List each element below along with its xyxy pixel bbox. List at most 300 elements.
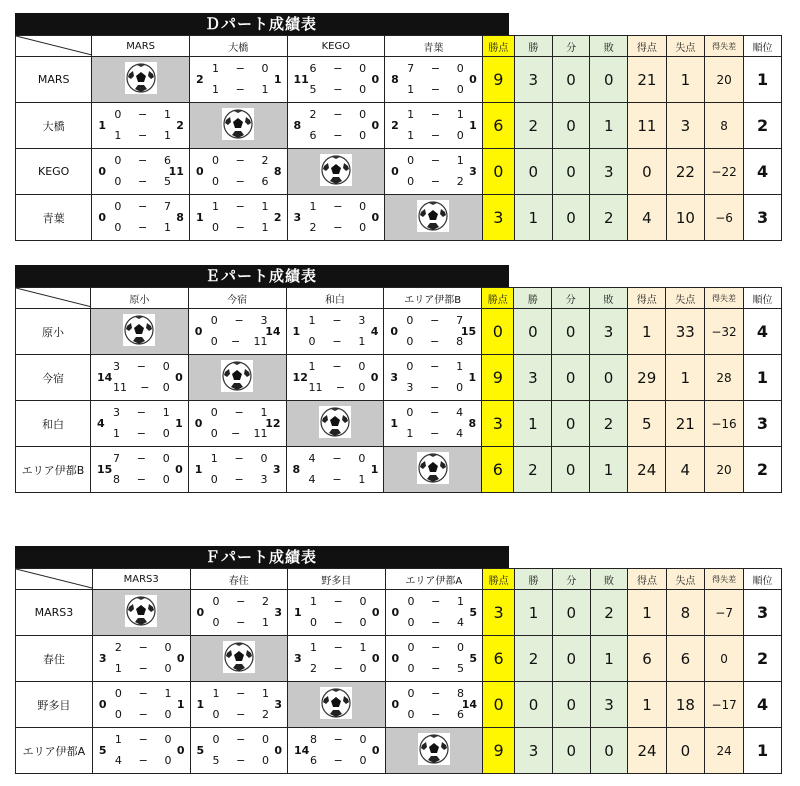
stat-l2: 2 bbox=[590, 195, 628, 241]
second-half-score bbox=[309, 471, 366, 489]
half-goals-against: 0 bbox=[359, 200, 367, 213]
half-goals-against: 0 bbox=[164, 641, 172, 654]
half-goals-against: 0 bbox=[359, 616, 367, 629]
stat-ga: 21 bbox=[666, 401, 705, 447]
stat-w: 2 bbox=[515, 636, 553, 682]
team-header: 今宿 bbox=[188, 288, 286, 309]
score-dash: − bbox=[333, 641, 343, 654]
half-goals-for: 6 bbox=[309, 129, 317, 142]
match-score-cell bbox=[92, 195, 190, 241]
second-half-score bbox=[115, 660, 172, 678]
score-dash: − bbox=[138, 708, 148, 721]
stat-d: 0 bbox=[552, 57, 590, 103]
score-dash: − bbox=[430, 154, 441, 167]
half-goals-for: 1 bbox=[407, 108, 415, 121]
total-goals-against: 0 bbox=[370, 371, 379, 384]
stat-gd: −6 bbox=[705, 195, 744, 241]
second-half-score bbox=[408, 614, 464, 632]
team-row bbox=[16, 57, 782, 103]
corner-cell bbox=[16, 288, 91, 309]
first-half-score bbox=[309, 312, 366, 330]
stat-d: 0 bbox=[552, 590, 590, 636]
first-half-score bbox=[213, 731, 269, 749]
half-goals-against: 0 bbox=[162, 381, 170, 394]
stat-ga: 0 bbox=[666, 728, 704, 774]
stat-w: 2 bbox=[514, 103, 552, 149]
team-name: エリア伊都A bbox=[16, 728, 93, 774]
half-goals-against: 0 bbox=[164, 662, 172, 675]
self-match-cell bbox=[384, 447, 482, 493]
total-goals-against: 0 bbox=[175, 463, 183, 476]
stat-gd: −16 bbox=[705, 401, 744, 447]
self-match-cell bbox=[286, 401, 384, 447]
half-goals-for: 0 bbox=[407, 175, 415, 188]
half-goals-for: 0 bbox=[212, 616, 220, 629]
stat-ga: 1 bbox=[666, 355, 705, 401]
score-dash: − bbox=[236, 687, 246, 700]
stat-ga: 22 bbox=[666, 149, 704, 195]
total-goals-for: 15 bbox=[96, 463, 113, 476]
stat-rank: 3 bbox=[743, 401, 781, 447]
first-half-score bbox=[310, 639, 366, 657]
team-name: 春住 bbox=[16, 636, 93, 682]
half-goals-for: 1 bbox=[114, 662, 122, 675]
total-goals-against: 0 bbox=[371, 606, 380, 619]
half-goals-against: 0 bbox=[162, 427, 170, 440]
half-goals-for: 0 bbox=[406, 314, 414, 327]
first-half-score bbox=[212, 152, 269, 170]
stat-gd: 0 bbox=[705, 636, 744, 682]
diagonal-line bbox=[16, 288, 90, 308]
total-goals-against: 12 bbox=[265, 417, 281, 430]
half-goals-against: 0 bbox=[456, 381, 464, 394]
half-goals-against: 0 bbox=[359, 62, 367, 75]
second-half-score bbox=[115, 706, 172, 724]
stat-l2: 3 bbox=[590, 309, 628, 355]
half-goals-against: 8 bbox=[456, 687, 464, 700]
stat-gd: 20 bbox=[705, 57, 744, 103]
stat-header: 失点 bbox=[666, 569, 704, 590]
team-header: MARS3 bbox=[92, 569, 190, 590]
stat-rank: 2 bbox=[744, 103, 782, 149]
half-goals-for: 4 bbox=[114, 754, 122, 767]
self-match-cell bbox=[385, 195, 483, 241]
match-score-cell bbox=[288, 590, 385, 636]
second-half-score bbox=[211, 333, 268, 351]
half-goals-against: 1 bbox=[163, 221, 171, 234]
stat-header: 勝 bbox=[514, 36, 552, 57]
diagonal-line bbox=[16, 569, 92, 589]
total-goals-for: 0 bbox=[195, 165, 204, 178]
total-goals-against: 0 bbox=[176, 744, 185, 757]
stat-header: 得点 bbox=[628, 569, 666, 590]
half-goals-against: 0 bbox=[359, 662, 367, 675]
total-goals-against: 1 bbox=[273, 73, 282, 86]
first-half-score bbox=[310, 593, 366, 611]
team-name: エリア伊都B bbox=[16, 447, 91, 493]
match-score-cell bbox=[385, 149, 483, 195]
stat-header: 勝点 bbox=[482, 288, 514, 309]
half-goals-against: 1 bbox=[163, 108, 171, 121]
second-half-score bbox=[114, 219, 171, 237]
half-goals-for: 1 bbox=[211, 62, 219, 75]
half-goals-against: 0 bbox=[456, 83, 464, 96]
stat-d: 0 bbox=[552, 103, 590, 149]
match-score-cell bbox=[188, 401, 286, 447]
second-half-score bbox=[213, 752, 269, 770]
total-goals-against: 14 bbox=[461, 698, 477, 711]
score-dash: − bbox=[430, 381, 440, 394]
score-dash: − bbox=[333, 221, 343, 234]
total-goals-for: 5 bbox=[98, 744, 107, 757]
half-goals-against: 7 bbox=[163, 200, 171, 213]
half-goals-against: 1 bbox=[163, 129, 171, 142]
match-score-cell bbox=[90, 355, 188, 401]
team-row bbox=[16, 636, 782, 682]
score-dash: − bbox=[333, 616, 343, 629]
total-goals-for: 3 bbox=[294, 652, 302, 665]
match-score-cell bbox=[189, 57, 287, 103]
stat-gf: 4 bbox=[628, 195, 666, 241]
half-goals-for: 5 bbox=[309, 83, 317, 96]
first-half-score bbox=[212, 198, 269, 216]
score-dash: − bbox=[430, 129, 441, 142]
half-goals-for: 1 bbox=[308, 360, 316, 373]
score-dash: − bbox=[430, 360, 440, 373]
soccer-ball-icon bbox=[223, 658, 255, 677]
total-goals-for: 12 bbox=[292, 371, 308, 384]
stat-header: 順位 bbox=[744, 36, 782, 57]
total-goals-against: 11 bbox=[168, 165, 184, 178]
half-goals-for: 1 bbox=[309, 200, 317, 213]
stat-w: 2 bbox=[514, 447, 552, 493]
stat-ga: 33 bbox=[666, 309, 705, 355]
score-dash: − bbox=[136, 452, 146, 465]
stat-header: 敗 bbox=[590, 569, 628, 590]
total-goals-for: 0 bbox=[98, 698, 107, 711]
half-goals-against: 0 bbox=[262, 733, 270, 746]
stat-header: 得失差 bbox=[705, 569, 744, 590]
half-goals-for: 3 bbox=[112, 406, 120, 419]
stat-header: 勝 bbox=[514, 288, 552, 309]
total-goals-against: 14 bbox=[265, 325, 281, 338]
stat-ga: 3 bbox=[666, 103, 704, 149]
half-goals-against: 1 bbox=[262, 687, 270, 700]
second-half-score bbox=[114, 127, 171, 145]
first-half-score bbox=[115, 731, 172, 749]
match-score-cell bbox=[287, 103, 385, 149]
half-goals-for: 0 bbox=[114, 687, 122, 700]
second-half-score bbox=[211, 425, 268, 443]
first-half-score bbox=[113, 450, 170, 468]
first-half-score bbox=[310, 60, 367, 78]
half-goals-for: 0 bbox=[211, 221, 219, 234]
header-row bbox=[16, 36, 782, 57]
match-score-cell bbox=[90, 447, 188, 493]
match-score-cell bbox=[286, 309, 384, 355]
stat-l2: 0 bbox=[590, 728, 628, 774]
stat-pts: 3 bbox=[482, 195, 514, 241]
soccer-ball-icon bbox=[320, 171, 352, 190]
soccer-ball-icon bbox=[417, 469, 449, 488]
total-goals-for: 0 bbox=[390, 325, 398, 338]
second-half-score bbox=[406, 425, 463, 443]
total-goals-against: 0 bbox=[176, 652, 185, 665]
half-goals-against: 0 bbox=[359, 129, 367, 142]
half-goals-for: 7 bbox=[407, 62, 415, 75]
total-goals-for: 2 bbox=[195, 73, 204, 86]
stat-rank: 2 bbox=[743, 447, 781, 493]
stat-d: 0 bbox=[552, 728, 590, 774]
half-goals-against: 1 bbox=[162, 406, 170, 419]
total-goals-for: 8 bbox=[292, 463, 301, 476]
total-goals-for: 8 bbox=[293, 119, 302, 132]
half-goals-for: 0 bbox=[210, 406, 218, 419]
half-goals-against: 0 bbox=[262, 754, 270, 767]
first-half-score bbox=[310, 198, 367, 216]
stat-w: 3 bbox=[514, 355, 552, 401]
stat-gd: 24 bbox=[705, 728, 744, 774]
first-half-score bbox=[310, 731, 366, 749]
first-half-score bbox=[406, 312, 463, 330]
team-header: 春住 bbox=[190, 569, 287, 590]
stat-pts: 0 bbox=[483, 682, 515, 728]
stat-ga: 4 bbox=[666, 447, 705, 493]
stat-l2: 0 bbox=[590, 57, 628, 103]
stat-header: 得点 bbox=[628, 36, 666, 57]
self-match-cell bbox=[385, 728, 482, 774]
self-match-cell bbox=[92, 57, 190, 103]
score-dash: − bbox=[234, 314, 244, 327]
first-half-score bbox=[406, 404, 463, 422]
half-goals-against: 0 bbox=[456, 641, 464, 654]
score-dash: − bbox=[136, 406, 146, 419]
first-half-score bbox=[407, 152, 464, 170]
half-goals-for: 0 bbox=[407, 595, 415, 608]
stat-gf: 1 bbox=[627, 309, 666, 355]
half-goals-for: 0 bbox=[407, 662, 415, 675]
half-goals-against: 0 bbox=[164, 708, 172, 721]
team-name: MARS3 bbox=[16, 590, 93, 636]
second-half-score bbox=[212, 81, 269, 99]
score-dash: − bbox=[430, 175, 441, 188]
half-goals-for: 0 bbox=[210, 473, 218, 486]
first-half-score bbox=[211, 450, 268, 468]
soccer-ball-icon bbox=[319, 423, 351, 442]
stat-d: 0 bbox=[552, 309, 590, 355]
first-half-score bbox=[406, 358, 463, 376]
half-goals-for: 6 bbox=[309, 62, 317, 75]
block-title: Ｄパート成績表 bbox=[15, 13, 509, 35]
stat-gd: −32 bbox=[705, 309, 744, 355]
stat-l2: 1 bbox=[590, 447, 628, 493]
soccer-ball-icon bbox=[125, 612, 157, 631]
match-score-cell bbox=[385, 682, 482, 728]
score-dash: − bbox=[138, 641, 148, 654]
half-goals-against: 1 bbox=[456, 595, 464, 608]
team-name: 和白 bbox=[16, 401, 91, 447]
half-goals-for: 1 bbox=[310, 595, 318, 608]
standings-table bbox=[15, 35, 782, 241]
stat-header: 分 bbox=[552, 569, 590, 590]
match-score-cell bbox=[288, 636, 385, 682]
half-goals-for: 1 bbox=[308, 314, 316, 327]
team-row bbox=[16, 195, 782, 241]
half-goals-for: 8 bbox=[112, 473, 120, 486]
total-goals-for: 0 bbox=[194, 417, 203, 430]
half-goals-against: 1 bbox=[456, 360, 464, 373]
half-goals-for: 0 bbox=[114, 221, 122, 234]
half-goals-against: 1 bbox=[164, 687, 172, 700]
stat-d: 0 bbox=[552, 401, 590, 447]
total-goals-against: 0 bbox=[175, 371, 183, 384]
match-score-cell bbox=[384, 355, 482, 401]
half-goals-for: 3 bbox=[112, 360, 120, 373]
total-goals-for: 4 bbox=[96, 417, 105, 430]
total-goals-against: 1 bbox=[468, 371, 477, 384]
match-score-cell bbox=[189, 195, 287, 241]
half-goals-for: 0 bbox=[210, 314, 218, 327]
team-header: 野多目 bbox=[288, 569, 385, 590]
half-goals-against: 0 bbox=[359, 108, 367, 121]
stat-gd: 20 bbox=[705, 447, 744, 493]
half-goals-against: 1 bbox=[456, 108, 464, 121]
score-dash: − bbox=[431, 641, 441, 654]
half-goals-for: 7 bbox=[112, 452, 120, 465]
first-half-score bbox=[114, 106, 171, 124]
stat-l2: 2 bbox=[590, 401, 628, 447]
half-goals-against: 0 bbox=[359, 221, 367, 234]
score-dash: − bbox=[333, 62, 343, 75]
score-dash: − bbox=[136, 427, 146, 440]
stat-pts: 9 bbox=[482, 57, 514, 103]
score-dash: − bbox=[333, 733, 343, 746]
second-half-score bbox=[408, 706, 464, 724]
stat-pts: 0 bbox=[482, 149, 514, 195]
stat-header: 敗 bbox=[590, 288, 628, 309]
half-goals-for: 1 bbox=[407, 129, 415, 142]
total-goals-for: 2 bbox=[391, 119, 399, 132]
match-score-cell bbox=[287, 195, 385, 241]
stat-header: 順位 bbox=[743, 288, 781, 309]
stat-header: 順位 bbox=[744, 569, 782, 590]
score-dash: − bbox=[136, 473, 146, 486]
total-goals-for: 1 bbox=[292, 325, 301, 338]
score-dash: − bbox=[138, 129, 148, 142]
half-goals-for: 1 bbox=[407, 83, 415, 96]
total-goals-for: 0 bbox=[391, 165, 399, 178]
score-dash: − bbox=[332, 452, 342, 465]
half-goals-for: 11 bbox=[112, 381, 127, 394]
match-score-cell bbox=[92, 103, 190, 149]
total-goals-for: 1 bbox=[195, 211, 204, 224]
total-goals-for: 5 bbox=[196, 744, 205, 757]
half-goals-for: 0 bbox=[212, 733, 220, 746]
self-match-cell bbox=[288, 682, 385, 728]
soccer-ball-icon bbox=[418, 750, 450, 769]
score-dash: − bbox=[332, 360, 342, 373]
stat-d: 0 bbox=[552, 636, 590, 682]
total-goals-for: 3 bbox=[98, 652, 107, 665]
match-score-cell bbox=[385, 103, 483, 149]
half-goals-against: 0 bbox=[260, 452, 268, 465]
team-name: 青葉 bbox=[16, 195, 92, 241]
stat-pts: 0 bbox=[482, 309, 514, 355]
half-goals-against: 7 bbox=[456, 314, 464, 327]
half-goals-for: 0 bbox=[212, 595, 220, 608]
score-dash: − bbox=[138, 175, 148, 188]
corner-cell bbox=[16, 36, 92, 57]
score-dash: − bbox=[430, 314, 440, 327]
match-score-cell bbox=[385, 590, 482, 636]
score-dash: − bbox=[333, 83, 343, 96]
half-goals-against: 3 bbox=[358, 314, 366, 327]
second-half-score bbox=[310, 219, 367, 237]
standings-table bbox=[15, 568, 782, 774]
half-goals-for: 1 bbox=[114, 733, 122, 746]
half-goals-against: 4 bbox=[456, 427, 464, 440]
match-score-cell bbox=[288, 728, 385, 774]
match-score-cell bbox=[286, 447, 384, 493]
first-half-score bbox=[212, 60, 269, 78]
match-score-cell bbox=[92, 149, 190, 195]
half-goals-for: 3 bbox=[406, 381, 414, 394]
header-row bbox=[16, 288, 782, 309]
match-score-cell bbox=[385, 57, 483, 103]
score-dash: − bbox=[138, 108, 148, 121]
stat-gf: 24 bbox=[627, 447, 666, 493]
stat-header: 得失差 bbox=[705, 288, 744, 309]
score-dash: − bbox=[333, 200, 343, 213]
stat-pts: 9 bbox=[483, 728, 515, 774]
stat-rank: 1 bbox=[744, 728, 782, 774]
total-goals-for: 1 bbox=[390, 417, 398, 430]
score-dash: − bbox=[430, 108, 441, 121]
score-dash: − bbox=[430, 427, 440, 440]
score-dash: − bbox=[236, 733, 246, 746]
half-goals-for: 1 bbox=[114, 129, 122, 142]
stat-w: 3 bbox=[514, 57, 552, 103]
score-dash: − bbox=[332, 473, 342, 486]
half-goals-against: 0 bbox=[359, 595, 367, 608]
team-row bbox=[16, 401, 782, 447]
first-half-score bbox=[211, 404, 268, 422]
stat-d: 0 bbox=[552, 682, 590, 728]
score-dash: − bbox=[138, 200, 148, 213]
first-half-score bbox=[309, 358, 366, 376]
total-goals-for: 3 bbox=[390, 371, 398, 384]
score-dash: − bbox=[136, 360, 146, 373]
half-goals-against: 6 bbox=[456, 708, 464, 721]
total-goals-against: 4 bbox=[370, 325, 379, 338]
score-dash: − bbox=[235, 62, 245, 75]
total-goals-against: 0 bbox=[371, 744, 380, 757]
total-goals-for: 14 bbox=[294, 744, 310, 757]
team-header: 青葉 bbox=[385, 36, 483, 57]
first-half-score bbox=[113, 404, 170, 422]
second-half-score bbox=[407, 81, 464, 99]
match-score-cell bbox=[385, 636, 482, 682]
score-dash: − bbox=[431, 687, 441, 700]
half-goals-against: 0 bbox=[359, 83, 367, 96]
total-goals-for: 0 bbox=[391, 652, 400, 665]
half-goals-against: 1 bbox=[262, 616, 270, 629]
first-half-score bbox=[113, 358, 170, 376]
half-goals-for: 2 bbox=[309, 108, 317, 121]
half-goals-for: 0 bbox=[114, 175, 122, 188]
team-header: KEGO bbox=[287, 36, 385, 57]
stat-l2: 3 bbox=[590, 149, 628, 195]
